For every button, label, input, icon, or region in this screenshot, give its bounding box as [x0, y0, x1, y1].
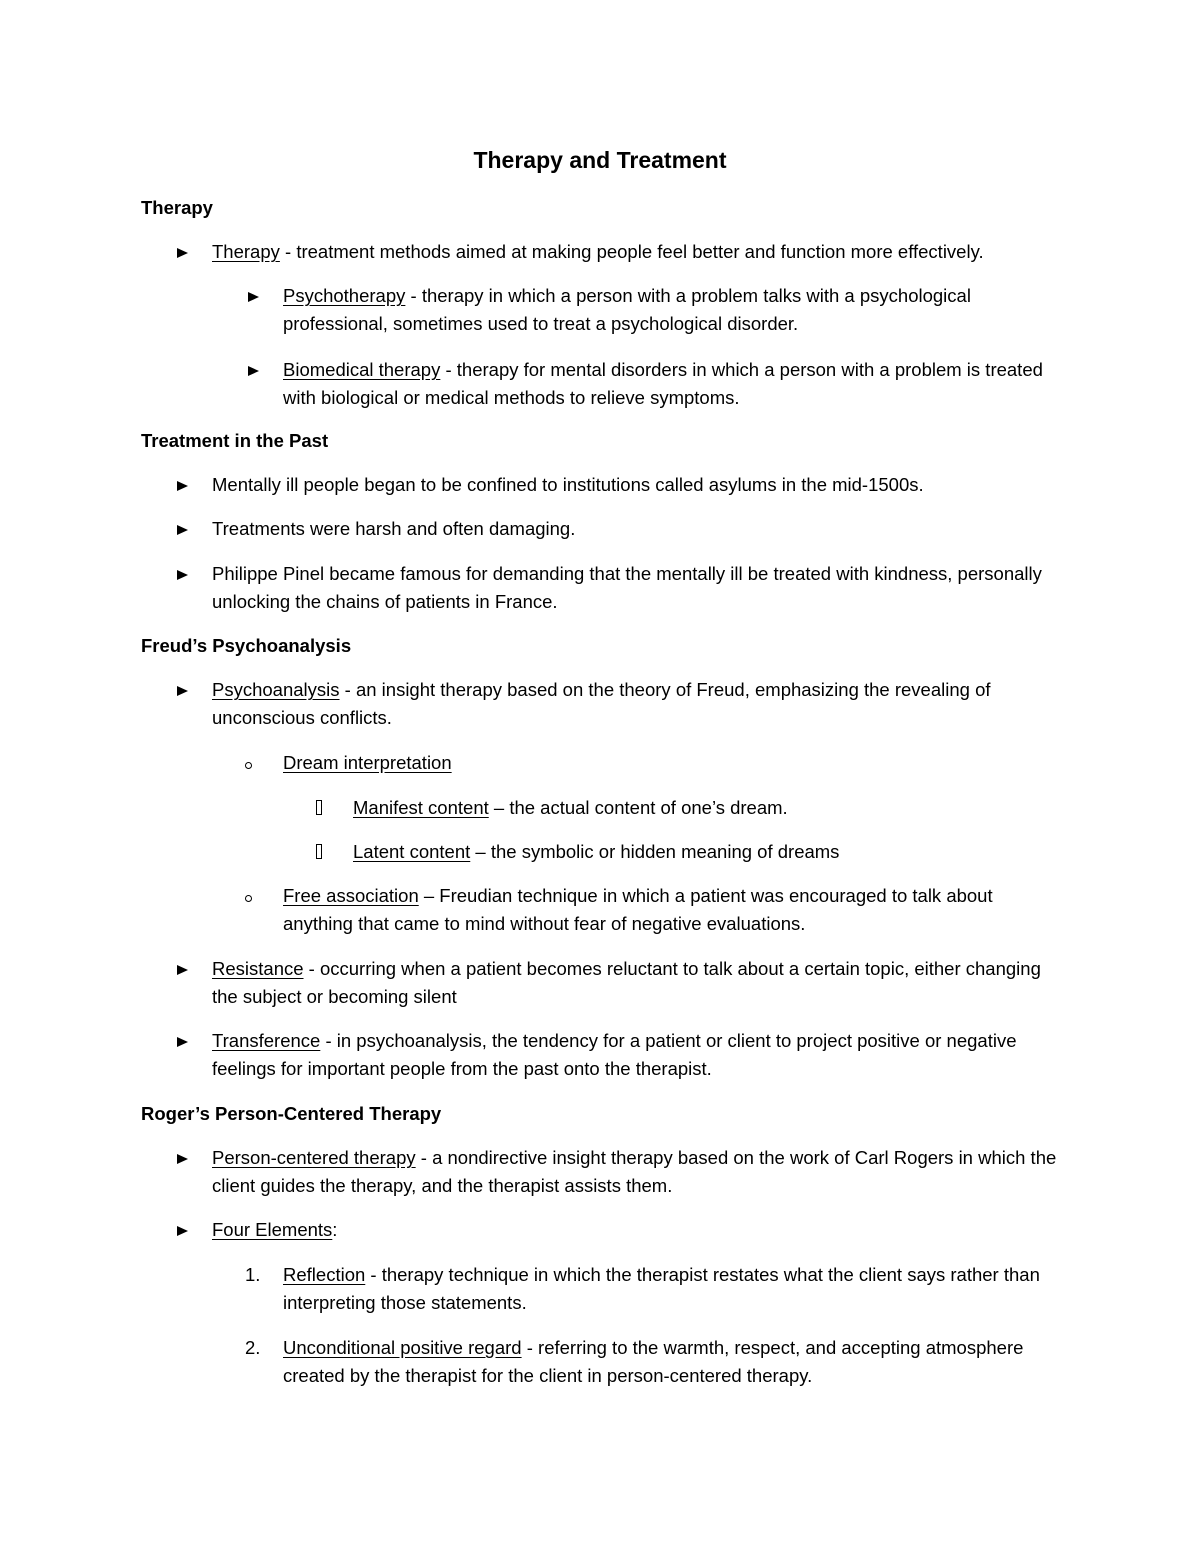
- triangle-bullet-icon: [248, 356, 259, 384]
- triangle-bullet-icon: [177, 1027, 188, 1055]
- term-label: Transference: [212, 1030, 321, 1051]
- list-item: [245, 1334, 1060, 1390]
- list-item: [283, 282, 1060, 338]
- triangle-bullet-icon: [177, 238, 188, 266]
- list-item: [245, 1261, 1060, 1317]
- list-item: [212, 1027, 1060, 1083]
- term-label: Latent content: [353, 841, 471, 862]
- definition-text: – the symbolic or hidden meaning of dreams: [470, 841, 840, 862]
- list-item: [212, 515, 1060, 543]
- list-item: [353, 838, 1060, 866]
- definition-text: - occurring when a patient becomes reluctant to talk about a certain topic, either changing the subject or becoming silent: [212, 958, 1041, 1007]
- list-item: [212, 955, 1060, 1011]
- definition-text: :: [332, 1219, 338, 1240]
- square-bullet-icon: [316, 794, 322, 823]
- term-label: Psychoanalysis: [212, 679, 340, 700]
- circle-bullet-icon: [245, 749, 252, 777]
- document-title: Therapy and Treatment: [473, 147, 727, 173]
- term-label: Four Elements: [212, 1219, 333, 1240]
- definition-text: - referring to the warmth, respect, and accepting atmosphere created by the therapist for the client in person-centered therapy.: [283, 1337, 1024, 1386]
- section-heading-past: Treatment in the Past: [141, 430, 329, 451]
- triangle-bullet-icon: [177, 560, 188, 588]
- term-label: Person-centered therapy: [212, 1147, 416, 1168]
- list-item: [212, 471, 1060, 499]
- list-item: [212, 676, 1060, 732]
- list-item: [212, 238, 1060, 266]
- term-label: Resistance: [212, 958, 304, 979]
- item-text: Treatments were harsh and often damaging.: [212, 518, 576, 539]
- definition-text: - treatment methods aimed at making people feel better and function more effectively.: [279, 241, 984, 262]
- triangle-bullet-icon: [177, 515, 188, 543]
- term-label: Therapy: [212, 241, 280, 262]
- term-label: Psychotherapy: [283, 285, 406, 306]
- list-item: [283, 749, 1060, 777]
- list-item: [283, 356, 1060, 412]
- term-label: Biomedical therapy: [283, 359, 441, 380]
- term-label: Reflection: [283, 1264, 366, 1285]
- term-label: Free association: [283, 885, 419, 906]
- term-label: Dream interpretation: [283, 752, 452, 773]
- term-label: Unconditional positive regard: [283, 1337, 522, 1358]
- definition-text: - therapy in which a person with a problem talks with a psychological professional, sometimes used to treat a psychological disorder.: [283, 285, 971, 334]
- list-item: [212, 1144, 1060, 1200]
- list-number: 1.: [245, 1264, 261, 1285]
- definition-text: - an insight therapy based on the theory of Freud, emphasizing the revealing of unconscious conflicts.: [212, 679, 991, 728]
- triangle-bullet-icon: [177, 1216, 188, 1244]
- list-item: [353, 794, 1060, 822]
- section-heading-rogers: Roger’s Person-Centered Therapy: [141, 1103, 442, 1124]
- definition-text: – the actual content of one’s dream.: [488, 797, 788, 818]
- triangle-bullet-icon: [177, 955, 188, 983]
- definition-text: - therapy for mental disorders in which a person with a problem is treated with biological or medical methods to relieve symptoms.: [283, 359, 1043, 408]
- list-item: [212, 1216, 1060, 1244]
- item-text: Mentally ill people began to be confined to institutions called asylums in the mid-1500s.: [212, 474, 924, 495]
- list-item: [212, 560, 1060, 616]
- square-bullet-icon: [316, 838, 322, 867]
- circle-bullet-icon: [245, 882, 252, 910]
- term-label: Manifest content: [353, 797, 489, 818]
- triangle-bullet-icon: [248, 282, 259, 310]
- item-text: Philippe Pinel became famous for demanding that the mentally ill be treated with kindness, personally unlocking the chains of patients in France.: [212, 563, 1042, 612]
- section-heading-therapy: Therapy: [141, 197, 213, 218]
- definition-text: - in psychoanalysis, the tendency for a patient or client to project positive or negative feelings for important people from the past onto the therapist.: [212, 1030, 1017, 1079]
- list-item: [283, 882, 1060, 938]
- definition-text: - therapy technique in which the therapist restates what the client says rather than interpreting those statements.: [283, 1264, 1040, 1313]
- definition-text: – Freudian technique in which a patient was encouraged to talk about anything that came to mind without fear of negative evaluations.: [283, 885, 993, 934]
- list-number: 2.: [245, 1337, 261, 1358]
- section-heading-freud: Freud’s Psychoanalysis: [141, 635, 352, 656]
- triangle-bullet-icon: [177, 1144, 188, 1172]
- triangle-bullet-icon: [177, 676, 188, 704]
- triangle-bullet-icon: [177, 471, 188, 499]
- definition-text: - a nondirective insight therapy based on the work of Carl Rogers in which the client guides the therapy, and the therapist assists them.: [212, 1147, 1057, 1196]
